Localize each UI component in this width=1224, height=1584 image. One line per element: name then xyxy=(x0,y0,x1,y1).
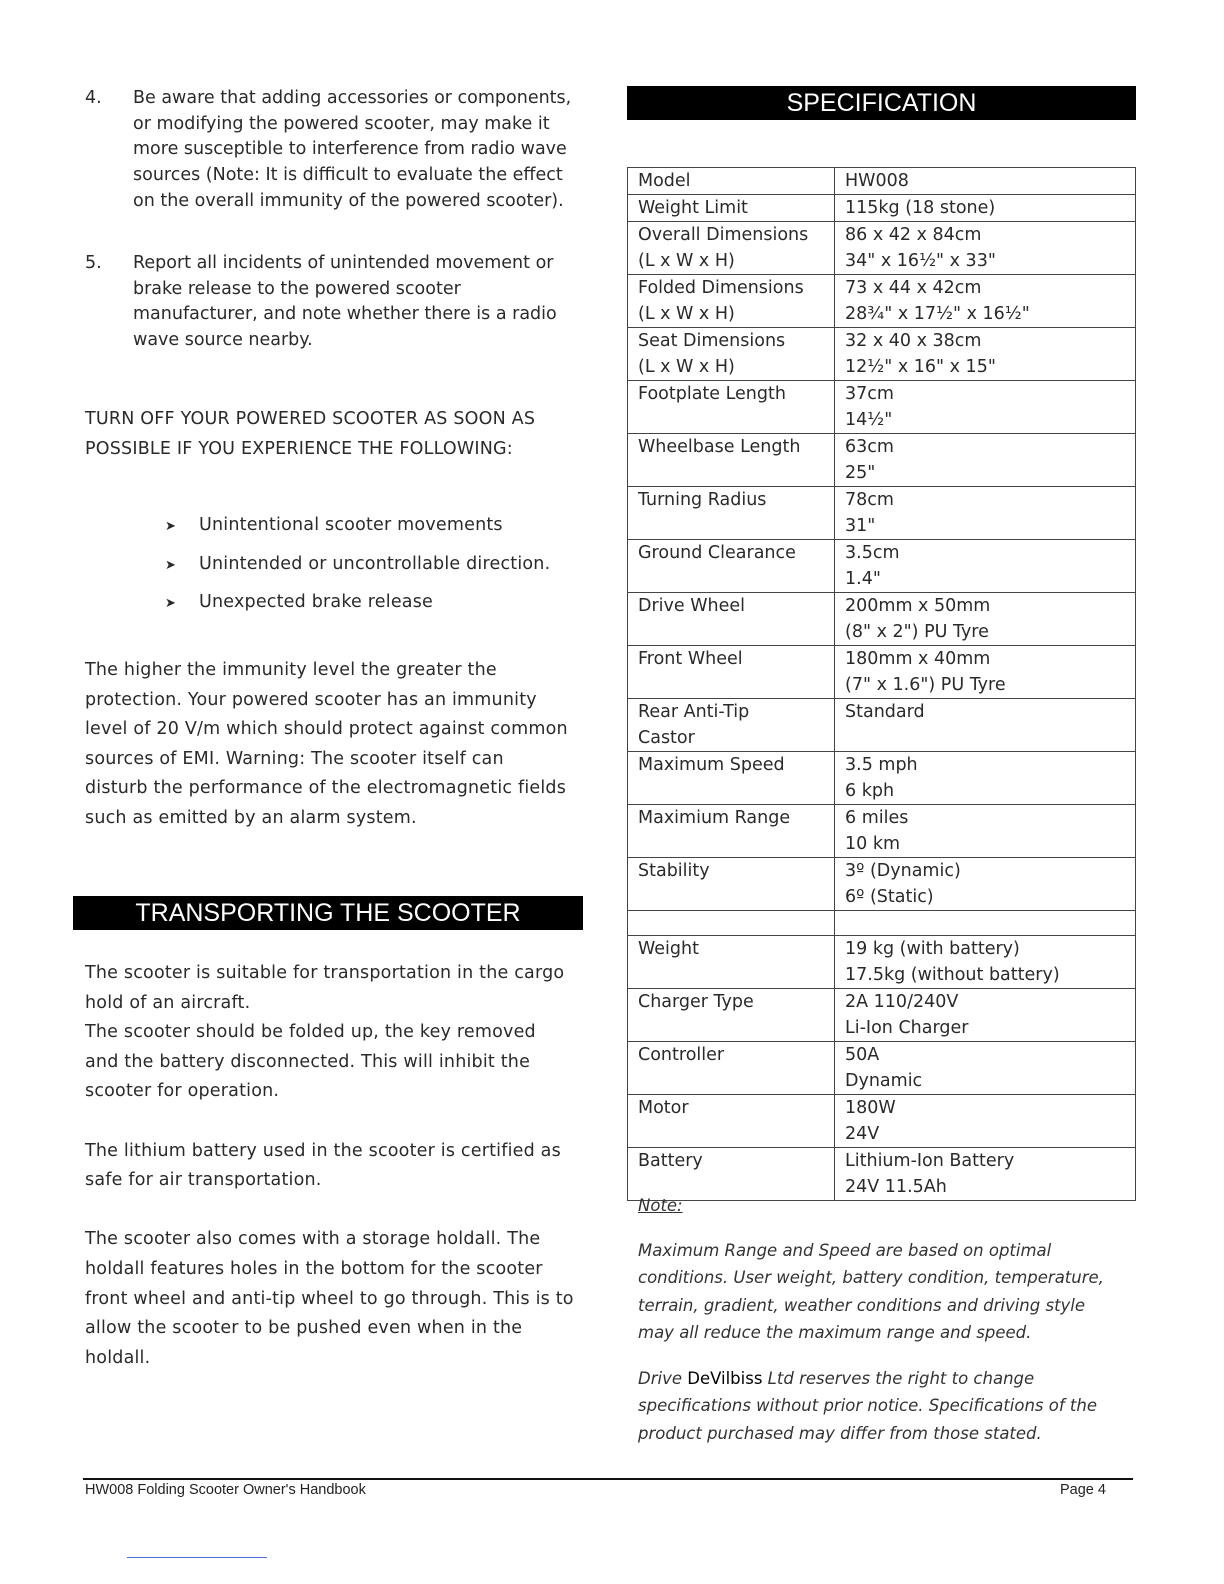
label-line: Ground Clearance xyxy=(638,543,796,563)
page-number: Page 4 xyxy=(1060,1482,1106,1498)
spec-value xyxy=(835,275,1136,328)
value-line: 50A xyxy=(845,1045,880,1065)
spec-label xyxy=(628,911,835,936)
spec-row xyxy=(628,540,1136,593)
footer-divider xyxy=(83,1478,1133,1480)
immunity-paragraph: The higher the immunity level the greater the protection. Your powered scooter has an immunity level of 20 V/m which should protect against common sources of EMI. Warning: The scooter itself can disturb the performance of the electromagnetic fields such as emitted by an alarm system. xyxy=(85,660,568,828)
spec-value xyxy=(835,381,1136,434)
spec-value xyxy=(835,752,1136,805)
value-line: (7" x 1.6") PU Tyre xyxy=(845,675,1006,695)
value-line: 6 miles xyxy=(845,808,909,828)
spec-label xyxy=(628,275,835,328)
spec-label xyxy=(628,805,835,858)
spec-row xyxy=(628,381,1136,434)
label-line: Folded Dimensions xyxy=(638,278,804,298)
label-line: (L x W x H) xyxy=(638,357,735,377)
spec-value xyxy=(835,936,1136,989)
label-line: (L x W x H) xyxy=(638,251,735,271)
spec-row xyxy=(628,487,1136,540)
spec-value xyxy=(835,168,1136,195)
spec-row xyxy=(628,936,1136,989)
spec-row xyxy=(628,646,1136,699)
warning-heading: TURN OFF YOUR POWERED SCOOTER AS SOON AS POSSIBLE IF YOU EXPERIENCE THE FOLLOWING: xyxy=(85,409,536,459)
spec-label xyxy=(628,593,835,646)
value-line: Standard xyxy=(845,702,925,722)
value-line: 10 km xyxy=(845,834,901,854)
value-line: 3º (Dynamic) xyxy=(845,861,961,881)
spec-row xyxy=(628,275,1136,328)
label-line: Rear Anti-Tip xyxy=(638,702,750,722)
label-line: Overall Dimensions xyxy=(638,225,809,245)
value-line: 78cm xyxy=(845,490,894,510)
spec-label xyxy=(628,989,835,1042)
value-line: 17.5kg (without battery) xyxy=(845,965,1060,985)
spec-label xyxy=(628,434,835,487)
label-line: Maximum Speed xyxy=(638,755,785,775)
label-line: Maximium Range xyxy=(638,808,791,828)
spec-label xyxy=(628,487,835,540)
bullet-item: ➤ Unintended or uncontrollable direction. xyxy=(165,546,585,585)
value-line: 180mm x 40mm xyxy=(845,649,991,669)
bullet-item: ➤ Unintentional scooter movements xyxy=(165,507,585,546)
list-item: Be aware that adding accessories or components, or modifying the powered scooter, may make it more susceptible to interference from radio wave sources (Note: It is difficult to evaluate the effect on the overall immunity of the powered scooter). xyxy=(133,88,572,211)
spec-label xyxy=(628,195,835,222)
spec-row xyxy=(628,989,1136,1042)
spec-label xyxy=(628,646,835,699)
value-line: Lithium-Ion Battery xyxy=(845,1151,1015,1171)
spec-value xyxy=(835,540,1136,593)
label-line: Front Wheel xyxy=(638,649,743,669)
transport-paragraph: The scooter is suitable for transportation in the cargo hold of an aircraft. The scooter should be folded up, the key removed and the battery disconnected. This will inhibit the scooter for operation. The lithium battery used in the scooter is certified as safe for air transportation. The scooter also comes with a storage holdall. The holdall features holes in the bottom for the scooter front wheel and anti-tip wheel to go through. This is to allow the scooter to be pushed even when in the holdall. xyxy=(85,963,574,1368)
value-line: 1.4" xyxy=(845,569,881,589)
spec-row xyxy=(628,805,1136,858)
brand-name: DeVilbiss xyxy=(687,1369,763,1388)
spec-value xyxy=(835,487,1136,540)
spec-value xyxy=(835,222,1136,275)
spec-row xyxy=(628,699,1136,752)
note-paragraph: Maximum Range and Speed are based on optimal conditions. User weight, battery condition, temperature, terrain, gradient, weather conditions and driving style may all reduce the maximum range and speed. xyxy=(638,1241,1104,1342)
value-line: 63cm xyxy=(845,437,894,457)
spec-row xyxy=(628,1042,1136,1095)
label-line: Seat Dimensions xyxy=(638,331,786,351)
value-line: 6º (Static) xyxy=(845,887,934,907)
label-line: Weight Limit xyxy=(638,198,748,218)
value-line: 19 kg (with battery) xyxy=(845,939,1020,959)
label-line: Charger Type xyxy=(638,992,754,1012)
disclaimer-paragraph: Drive DeVilbiss Ltd reserves the right to change specifications without prior notice. Specifications of the product purchased may differ from those stated. xyxy=(638,1369,1097,1443)
spec-value xyxy=(835,805,1136,858)
spec-label xyxy=(628,222,835,275)
spec-value xyxy=(835,699,1136,752)
label-line: Wheelbase Length xyxy=(638,437,801,457)
spec-row xyxy=(628,222,1136,275)
label-line: Footplate Length xyxy=(638,384,786,404)
spec-label xyxy=(628,328,835,381)
spec-label xyxy=(628,858,835,911)
value-line: 28¾" x 17½" x 16½" xyxy=(845,304,1030,324)
arrowhead-bullet-icon: ➤ xyxy=(165,519,177,534)
label-line: Controller xyxy=(638,1045,725,1065)
spec-value xyxy=(835,328,1136,381)
spec-value xyxy=(835,1148,1136,1201)
spec-row xyxy=(628,328,1136,381)
section-banner-specification: SPECIFICATION xyxy=(627,86,1136,120)
label-line: Drive Wheel xyxy=(638,596,746,616)
spec-value xyxy=(835,195,1136,222)
value-line: 6 kph xyxy=(845,781,895,801)
footer-title: HW008 Folding Scooter Owner's Handbook xyxy=(85,1482,366,1498)
spec-row xyxy=(628,1095,1136,1148)
value-line: 115kg (18 stone) xyxy=(845,198,996,218)
section-banner-transporting: TRANSPORTING THE SCOOTER xyxy=(73,896,583,930)
label-line: Castor xyxy=(638,728,695,748)
value-line: 25" xyxy=(845,463,876,483)
spec-row xyxy=(628,168,1136,195)
value-line: (8" x 2") PU Tyre xyxy=(845,622,989,642)
spec-label xyxy=(628,699,835,752)
label-line: (L x W x H) xyxy=(638,304,735,324)
value-line: 73 x 44 x 42cm xyxy=(845,278,982,298)
spec-value xyxy=(835,646,1136,699)
spec-label xyxy=(628,752,835,805)
spec-value xyxy=(835,434,1136,487)
list-number: 5. xyxy=(85,253,102,273)
value-line: 200mm x 50mm xyxy=(845,596,991,616)
value-line: Dynamic xyxy=(845,1071,923,1091)
specification-table xyxy=(627,167,1136,1201)
spec-row xyxy=(628,434,1136,487)
spec-label xyxy=(628,936,835,989)
value-line: 24V xyxy=(845,1124,880,1144)
spec-value xyxy=(835,989,1136,1042)
label-line: Motor xyxy=(638,1098,689,1118)
link-underline xyxy=(127,1557,267,1558)
spec-label xyxy=(628,381,835,434)
spec-row xyxy=(628,1148,1136,1201)
value-line: 3.5cm xyxy=(845,543,900,563)
value-line: 24V 11.5Ah xyxy=(845,1177,947,1197)
bullet-item: ➤ Unexpected brake release xyxy=(165,584,585,623)
spec-row xyxy=(628,752,1136,805)
list-item: Report all incidents of unintended movement or brake release to the powered scooter manufacturer, and note whether there is a radio wave source nearby. xyxy=(133,253,557,351)
arrowhead-bullet-icon: ➤ xyxy=(165,557,177,573)
spec-row xyxy=(628,593,1136,646)
label-line: Weight xyxy=(638,939,699,959)
note-label: Note: xyxy=(638,1196,683,1215)
spec-row xyxy=(628,858,1136,911)
value-line: 2A 110/240V xyxy=(845,992,959,1012)
spec-label xyxy=(628,1095,835,1148)
spec-label xyxy=(628,168,835,195)
value-line: 31" xyxy=(845,516,876,536)
value-line: 32 x 40 x 38cm xyxy=(845,331,982,351)
bullet-list xyxy=(165,507,585,623)
value-line: Li-Ion Charger xyxy=(845,1018,969,1038)
arrowhead-bullet-icon: ➤ xyxy=(165,596,177,612)
spec-value xyxy=(835,1042,1136,1095)
label-line: Battery xyxy=(638,1151,703,1171)
label-line: Turning Radius xyxy=(638,490,767,510)
value-line: 34" x 16½" x 33" xyxy=(845,251,996,271)
value-line: 3.5 mph xyxy=(845,755,918,775)
spec-label xyxy=(628,540,835,593)
spec-value xyxy=(835,911,1136,936)
list-number: 4. xyxy=(85,88,102,108)
spec-label xyxy=(628,1042,835,1095)
spec-value xyxy=(835,593,1136,646)
value-line: 37cm xyxy=(845,384,894,404)
value-line: 14½" xyxy=(845,410,893,430)
spec-row xyxy=(628,195,1136,222)
spec-value xyxy=(835,1095,1136,1148)
label-line: Model xyxy=(638,171,691,191)
spec-value xyxy=(835,858,1136,911)
value-line: 86 x 42 x 84cm xyxy=(845,225,982,245)
value-line: HW008 xyxy=(845,171,909,191)
value-line: 12½" x 16" x 15" xyxy=(845,357,996,377)
spec-row xyxy=(628,911,1136,936)
label-line: Stability xyxy=(638,861,710,881)
value-line: 180W xyxy=(845,1098,896,1118)
